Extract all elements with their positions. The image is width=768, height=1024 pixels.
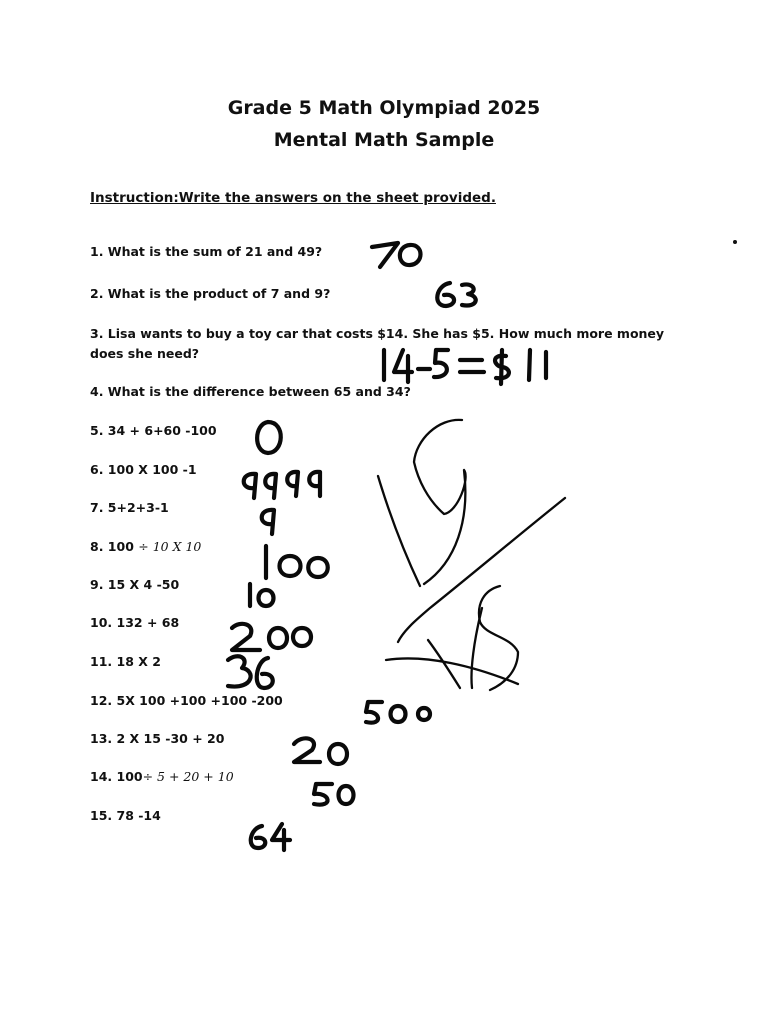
handwritten-answer-11 — [228, 656, 273, 688]
handwritten-answer-5 — [257, 422, 281, 453]
handwritten-answer-8 — [266, 546, 328, 578]
handwritten-answer-9 — [250, 584, 274, 606]
question-7: 7. 5+2+3-1 — [90, 500, 169, 515]
question-5: 5. 34 + 6+60 -100 — [90, 423, 217, 438]
instruction-text: Instruction:Write the answers on the sheet provided. — [90, 190, 496, 206]
question-1: 1. What is the sum of 21 and 49? — [90, 244, 323, 259]
handwritten-answer-6 — [244, 472, 320, 498]
handwritten-answer-14 — [314, 784, 354, 805]
question-4: 4. What is the difference between 65 and 34? — [90, 384, 411, 399]
handwritten-answer-2 — [437, 283, 475, 306]
question-3: 3. Lisa wants to buy a toy car that costs $14. She has $5. How much more money does she need? — [90, 326, 665, 361]
question-14-prefix: 14. 100 — [90, 769, 143, 784]
question-10: 10. 132 + 68 — [90, 615, 180, 630]
question-2: 2. What is the product of 7 and 9? — [90, 286, 331, 301]
handwritten-answer-10 — [232, 624, 311, 650]
scribble-marks — [378, 240, 737, 690]
question-14-math: ÷ 5 + 20 + 10 — [142, 769, 234, 784]
handwritten-answer-13 — [294, 738, 347, 764]
page-subtitle: Mental Math Sample — [273, 129, 495, 151]
question-8-math: ÷ 10 X 10 — [138, 539, 202, 554]
question-11: 11. 18 X 2 — [90, 654, 161, 669]
handwritten-answer-12 — [366, 702, 430, 723]
handwritten-answer-3 — [384, 350, 546, 384]
question-8-prefix: 8. 100 — [90, 539, 139, 554]
handwritten-answer-1 — [372, 243, 421, 267]
page-title: Grade 5 Math Olympiad 2025 — [227, 97, 541, 119]
question-6: 6. 100 X 100 -1 — [90, 462, 197, 477]
question-12: 12. 5X 100 +100 +100 -200 — [90, 693, 283, 708]
handwritten-answer-15 — [251, 824, 290, 850]
question-15: 15. 78 -14 — [90, 808, 161, 823]
question-9: 9. 15 X 4 -50 — [90, 577, 180, 592]
question-13: 13. 2 X 15 -30 + 20 — [90, 731, 225, 746]
handwritten-answer-7 — [262, 510, 274, 534]
